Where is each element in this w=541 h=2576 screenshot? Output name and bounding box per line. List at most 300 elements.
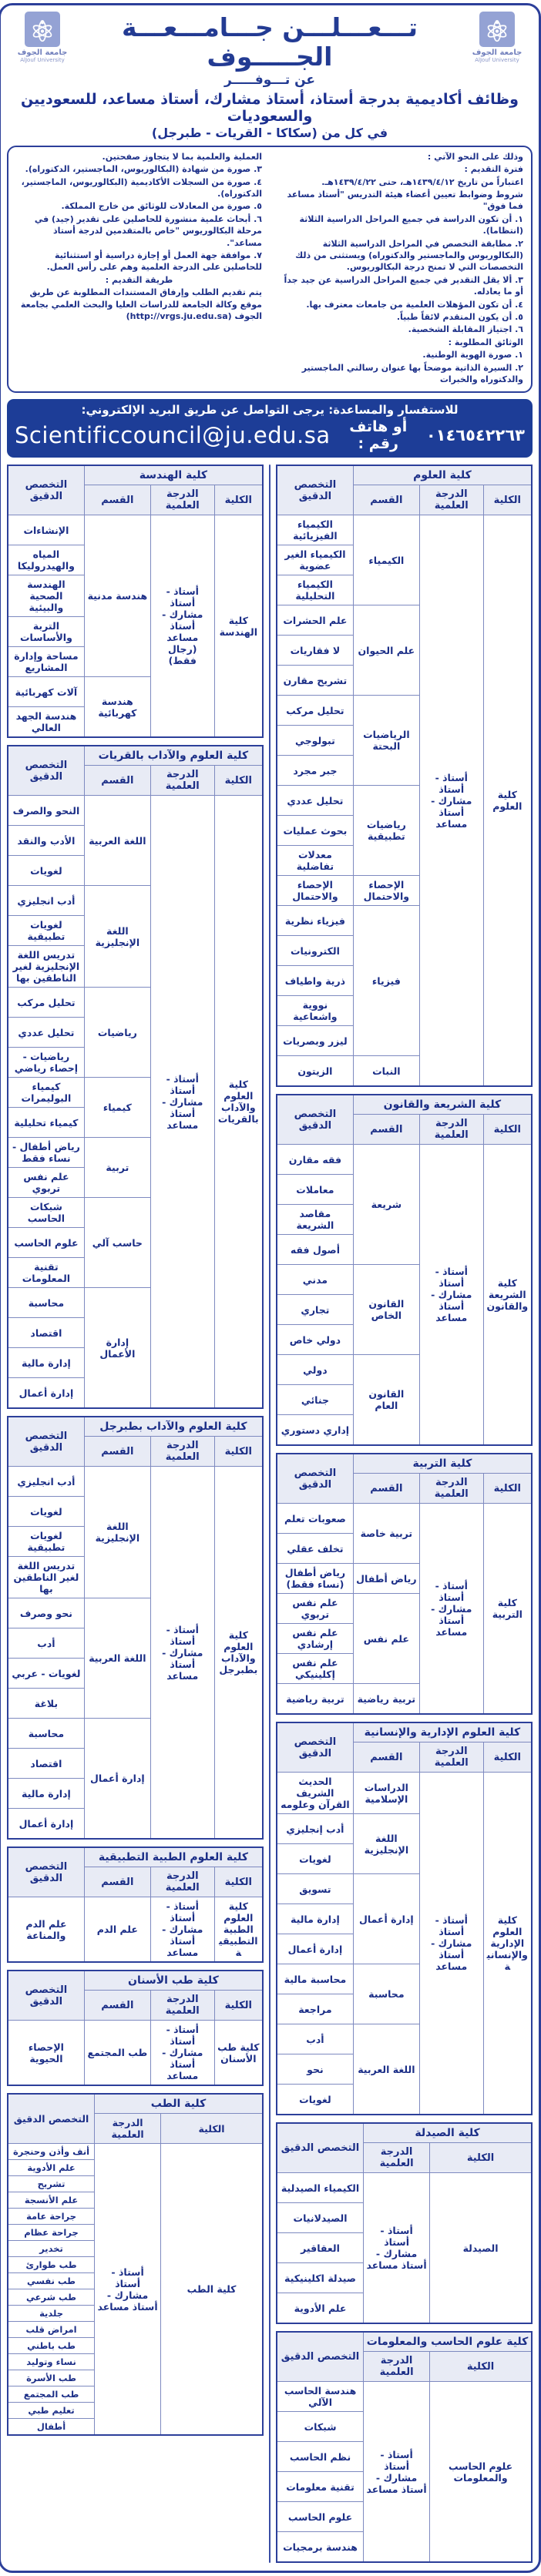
degree-cell: أستاذ - أستاذ مشارك - أستاذ مساعد [95, 2144, 161, 2436]
column-header-spec: التخصص الدقيق [277, 1722, 353, 1773]
table-title: كلية طب الأسنان [84, 1971, 263, 1991]
spec-cell: شبكات [277, 2412, 364, 2442]
spec-cell: أدب [8, 1628, 84, 1659]
spec-cell: تحليل مركب [8, 988, 84, 1018]
college-cell: كلية التربية [483, 1504, 532, 1715]
spec-cell: التربة والأساسات [8, 617, 84, 647]
college-table-medicine [7, 2093, 264, 2436]
spec-cell: إدارة أعمال [8, 1378, 84, 1409]
logo-name-arabic: جامعة الجوف [472, 49, 523, 57]
condition-line: وذلك على النحو الآتي : [427, 151, 523, 162]
spec-cell: فقه مقارن [277, 1145, 353, 1175]
spec-cell: تحليل عددي [8, 1018, 84, 1048]
spec-cell: لغويات - عربي [8, 1659, 84, 1689]
page-subtitle: عن تـــوفـــــر [223, 72, 316, 88]
spec-cell: الكيمياء التحليلية [277, 575, 353, 605]
column-header-college: الكلية [214, 1991, 263, 2021]
dept-cell: رياضيات [84, 988, 150, 1078]
table-row [8, 1467, 263, 1497]
spec-cell: نحو [277, 2054, 353, 2085]
college-table-dentistry [7, 1970, 264, 2086]
spec-cell: أنف وأذن وحنجرة [8, 2144, 95, 2160]
column-header-degree: الدرجة العلمية [419, 1474, 483, 1504]
column-header-spec: التخصص الدقيق [8, 1971, 84, 2021]
condition-line: ٦. اجتياز المقابلة الشخصية. [408, 324, 523, 335]
column-header-spec: التخصص الدقيق [8, 746, 84, 796]
spec-cell: جلدية [8, 2306, 95, 2322]
column-header-degree: الدرجة العلمية [364, 2143, 430, 2173]
page-title: تـــعـــلـــن جـــامـــعـــة الجـــــوف [122, 12, 418, 72]
college-table-education [276, 1453, 533, 1715]
dept-cell: تربية [84, 1138, 150, 1198]
dept-cell: علم نفس [353, 1594, 419, 1684]
spec-cell: لغويات [8, 1497, 84, 1527]
dept-cell: الرياضيات البحتة [353, 696, 419, 786]
spec-cell: اقتصاد [8, 1318, 84, 1348]
column-header-dept: القسم [353, 1742, 419, 1773]
spec-cell: طب المجتمع [8, 2386, 95, 2403]
spec-cell: تدريس اللغة لغير الناطقين بها [8, 1557, 84, 1598]
college-table-computer [276, 2331, 533, 2563]
dept-cell: اللغة العربية [84, 1598, 150, 1719]
university-logo-left [10, 12, 75, 63]
college-cell: كلية طب الأسنان [214, 2021, 263, 2086]
college-cell: كلية الشريعة والقانون [483, 1145, 532, 1446]
column-header-spec: التخصص الدقيق [8, 1847, 84, 1897]
spec-cell: اقتصاد [8, 1749, 84, 1779]
condition-line: ٤. أن تكون المؤهلات العلمية من جامعات معترف بها. [306, 299, 523, 310]
column-header-dept: القسم [84, 1437, 150, 1467]
conditions-right-column [277, 151, 523, 386]
conditions-box [7, 146, 533, 393]
spec-cell: جراحة عظام [8, 2225, 95, 2241]
spec-cell: معاملات [277, 1175, 353, 1205]
spec-cell: علم الأدوية [277, 2293, 364, 2324]
spec-cell: الإنشاءات [8, 515, 84, 545]
dept-cell: طب المجتمع [84, 2021, 150, 2086]
university-logo-right [465, 12, 529, 63]
column-header-degree: الدرجة العلمية [150, 766, 214, 796]
contact-details [15, 418, 525, 452]
spec-cell: تحليل عددي [277, 786, 353, 816]
column-header-spec: التخصص الدقيق [8, 1417, 84, 1467]
column-header-degree: الدرجة العلمية [150, 1991, 214, 2021]
dept-cell: إدارة أعمال [84, 1719, 150, 1840]
spec-cell: نظم الحاسب [277, 2442, 364, 2472]
atom-logo-icon [29, 16, 55, 42]
condition-line: ٥. أن يكون المتقدم لائقاً طبياً. [396, 311, 523, 322]
title-block [75, 12, 465, 88]
dept-cell: فيزياء [353, 906, 419, 1056]
column-header-dept: القسم [353, 485, 419, 515]
spec-cell: محاسبة [8, 1288, 84, 1318]
column-header-degree: الدرجة العلمية [419, 1115, 483, 1145]
spec-cell: علم نفس إكلينيكي [277, 1654, 353, 1684]
spec-cell: إدارة مالية [8, 1779, 84, 1809]
spec-cell: مدني [277, 1265, 353, 1295]
table-row [277, 1504, 532, 1534]
dept-cell: إدارة أعمال [353, 1874, 419, 1964]
spec-cell: الأدب والنقد [8, 826, 84, 856]
condition-line: ٣. ألا يقل التقدير في جميع المراحل الدراسية عن جيد جداً أو ما يعادله. [284, 274, 523, 297]
column-header-degree: الدرجة العلمية [95, 2114, 161, 2144]
contact-phone-number: ٠١٤٦٥٤٢٢٦٣ [425, 426, 525, 445]
spec-cell: نووية واشعاعية [277, 996, 353, 1026]
college-table-sharia-law [276, 1094, 533, 1446]
spec-cell: الإحصاء والاحتمال [277, 876, 353, 906]
table-title: كلية العلوم [353, 465, 532, 485]
column-header-dept: القسم [84, 1991, 150, 2021]
college-cell: علوم الحاسب والمعلومات [430, 2382, 532, 2563]
spec-cell: أدب انجليزي [8, 886, 84, 916]
spec-cell: الصيدلانيات [277, 2203, 364, 2233]
condition-line: شروط وضوابط تعيين أعضاء هيئة التدريس "أستاذ مساعد فما فوق" [287, 190, 523, 212]
column-header-college: الكلية [214, 1867, 263, 1897]
spec-cell: بلاغة [8, 1689, 84, 1719]
spec-cell: دولي خاص [277, 1325, 353, 1355]
spec-cell: الكيمياء الصيدلية [277, 2173, 364, 2203]
column-header-college: الكلية [430, 2352, 532, 2382]
condition-line: ٣. صورة من شهادة (البكالوريوس، الماجستير، الدكتوراه). [25, 164, 262, 175]
degree-cell: أستاذ - أستاذ مشارك - أستاذ مساعد [419, 1145, 483, 1446]
spec-cell: الكترونيات [277, 936, 353, 966]
spec-cell: رياض أطفال - نساء فقط [8, 1138, 84, 1168]
spec-cell: إداري دستوري [277, 1415, 353, 1446]
degree-cell: أستاذ - أستاذ مشارك - أستاذ مساعد [419, 1773, 483, 2115]
spec-cell: امراض قلب [8, 2322, 95, 2338]
condition-line: ٢. السيرة الذاتية موضحاً بها عنوان رسالتي الماجستير والدكتوراه والخبرات [301, 362, 523, 384]
locations-line: في كل من (سكاكا - القريات - طبرجل) [151, 125, 388, 140]
degree-cell: أستاذ - أستاذ مشارك - أستاذ مساعد [419, 1504, 483, 1715]
spec-cell: إدارة أعمال [277, 1934, 353, 1964]
table-title: كلية الشريعة والقانون [353, 1095, 532, 1115]
contact-phone-label: أو هاتف رقم : [349, 418, 408, 453]
vacancies-headline: وظائف أكاديمية بدرجة أستاذ، أستاذ مشارك، أستاذ مساعد، للسعوديين والسعوديات [21, 90, 519, 125]
column-header-spec: التخصص الدقيق [277, 2332, 364, 2382]
table-title: كلية العلوم الإدارية والإنسانية [353, 1722, 532, 1742]
spec-cell: علم الدم والمناعة [8, 1897, 84, 1963]
spec-cell: علوم الحاسب [8, 1228, 84, 1258]
table-title: كلية الهندسة [84, 465, 263, 485]
column-header-spec: التخصص الدقيق [8, 2094, 95, 2144]
spec-cell: ذرية واطياف [277, 966, 353, 996]
spec-cell: تشريح مقارن [277, 666, 353, 696]
spec-cell: كيمياء تحليلية [8, 1108, 84, 1138]
spec-cell: النحو والصرف [8, 796, 84, 826]
table-title: كلية العلوم الطبية التطبيقية [84, 1847, 263, 1867]
spec-cell: علم الأدوية [8, 2160, 95, 2176]
college-table-tabarjal [7, 1416, 264, 1840]
spec-cell: تخلف عقلي [277, 1534, 353, 1564]
column-header-college: الكلية [214, 766, 263, 796]
condition-line: الوثائق المطلوبة : [448, 337, 523, 347]
table-row [8, 2144, 263, 2160]
spec-cell: بحوث عمليات [277, 816, 353, 846]
spec-cell: هندسة الجهد العالي [8, 707, 84, 738]
spec-cell: المياه والهيدروليكا [8, 545, 84, 575]
column-header-degree: الدرجة العلمية [419, 1742, 483, 1773]
spec-cell: تحليل مركب [277, 696, 353, 726]
spec-cell: لا فقاريات [277, 636, 353, 666]
dept-cell: تربية خاصة [353, 1504, 419, 1564]
condition-line: ١. صورة الهوية الوطنية. [422, 350, 523, 361]
spec-cell: الكيمياء الغير عضوية [277, 545, 353, 575]
degree-cell: أستاذ - أستاذ مشارك - أستاذ مساعد [150, 1897, 214, 1963]
contact-instruction: للاستفسار والمساعدة: يرجى التواصل عن طريق البريد الإلكتروني: [81, 403, 459, 418]
atom-logo-icon [484, 16, 510, 42]
logo-box [25, 12, 60, 47]
condition-line: العملية والعلمية بما لا يتجاوز صفحتين. [102, 151, 262, 162]
spec-cell: الكيمياء الفيزيائية [277, 515, 353, 545]
conditions-left-column [16, 151, 262, 386]
condition-line: يتم تقديم الطلب وإرفاق المستندات المطلوبة عن طريق موقع وكالة الجامعة للدراسات العليا والبحث العلمي بجامعة الجوف (http://vrgs.ju.edu.sa) [20, 287, 262, 321]
table-row [8, 515, 263, 545]
spec-cell: أصول فقه [277, 1235, 353, 1265]
spec-cell: الإحصاء الحيوية [8, 2021, 84, 2086]
spec-cell: مساحة وإدارة المشاريع [8, 647, 84, 677]
condition-line: طريقة التقديم : [105, 274, 173, 285]
column-header-college: الكلية [483, 485, 532, 515]
condition-line: ٦. أبحاث علمية منشورة للحاصلين على تقدير (جيد) في مرحلة البكالوريوس "خاص بالمتقدمين لدرجة أستاذ مساعد". [34, 213, 262, 248]
logo-box [479, 12, 515, 47]
dept-cell: شريعة [353, 1145, 419, 1265]
column-header-college: الكلية [483, 1115, 532, 1145]
dept-cell: القانون الخاص [353, 1265, 419, 1355]
college-cell: الصيدلة [430, 2173, 532, 2324]
spec-cell: طب نفسي [8, 2273, 95, 2289]
spec-cell: طب طوارئ [8, 2257, 95, 2273]
column-header-spec: التخصص الدقيق [277, 1095, 353, 1145]
spec-cell: علم نفس إرشادي [277, 1624, 353, 1654]
column-header-dept: القسم [353, 1115, 419, 1145]
spec-cell: علم الحشرات [277, 605, 353, 636]
spec-cell: صيدلة اكلينيكية [277, 2263, 364, 2293]
spec-cell: هندسة الحاسب الآلي [277, 2382, 364, 2412]
dept-cell: تربية رياضية [353, 1684, 419, 1715]
spec-cell: تبولوجي [277, 726, 353, 756]
spec-cell: لغويات [277, 1844, 353, 1874]
column-header-college: الكلية [430, 2143, 532, 2173]
table-row [8, 1897, 263, 1963]
college-cell: كلية العلوم والآداب بطبرجل [214, 1467, 263, 1840]
spec-cell: تجاري [277, 1295, 353, 1325]
spec-cell: أدب انجليزي [8, 1467, 84, 1497]
college-cell: كلية العلوم الإدارية والإنسانية [483, 1773, 532, 2115]
spec-cell: أدب إنجليزي [277, 1814, 353, 1844]
spec-cell: جبر مجرد [277, 756, 353, 786]
spec-cell: هندسة برمجيات [277, 2532, 364, 2563]
table-row [277, 2173, 532, 2203]
dept-cell: اللغة العربية [84, 796, 150, 886]
spec-cell: إدارة مالية [8, 1348, 84, 1378]
spec-cell: رياضيات - إحصاء رياضي [8, 1048, 84, 1078]
dept-cell: الدراسات الإسلامية [353, 1773, 419, 1814]
column-header-degree: الدرجة العلمية [150, 1437, 214, 1467]
condition-line: ٧. موافقة جهة العمل أو إجازة دراسية أو استثنائية للحاصلين على الدرجة العلمية وهم على رأس العمل. [46, 250, 262, 273]
condition-line: ٥. صورة من المعادلات للوثائق من خارج المملكة. [61, 201, 262, 212]
contact-email[interactable]: Scientificcouncil@ju.edu.sa [15, 422, 331, 449]
dept-cell: هندسة مدنية [84, 515, 150, 677]
dept-cell: هندسة كهربائية [84, 677, 150, 738]
spec-cell: محاسبة مالية [277, 1964, 353, 1994]
spec-cell: جنائي [277, 1385, 353, 1415]
logo-name-arabic: جامعة الجوف [17, 49, 68, 57]
column-header-dept: القسم [353, 1474, 419, 1504]
spec-cell: علوم الحاسب [277, 2502, 364, 2532]
condition-line: ٤. صورة من السجلات الأكاديمية (البكالوريوس، الماجستير، الدكتوراه). [21, 176, 262, 200]
spec-cell: آلات كهربائية [8, 677, 84, 707]
advertisement [0, 3, 541, 2573]
dept-cell: اللغة الإنجليزية [353, 1814, 419, 1874]
table-row [277, 515, 532, 545]
spec-cell: رياض أطفال (نساء فقط) [277, 1564, 353, 1594]
degree-cell: أستاذ - أستاذ مشارك - أستاذ مساعد [364, 2173, 430, 2324]
spec-cell: أدب [277, 2024, 353, 2054]
spec-cell: تربية رياضية [277, 1684, 353, 1715]
dept-cell: القانون العام [353, 1355, 419, 1446]
column-header-degree: الدرجة العلمية [150, 485, 214, 515]
spec-cell: فيزياء نظرية [277, 906, 353, 936]
degree-cell: أستاذ - أستاذ مشارك - أستاذ مساعد [150, 2021, 214, 2086]
spec-cell: أطفال [8, 2419, 95, 2436]
spec-cell: نساء وتوليد [8, 2354, 95, 2370]
spec-cell: تقنية المعلومات [8, 1258, 84, 1288]
spec-cell: تقنية معلومات [277, 2472, 364, 2502]
dept-cell: محاسبة [353, 1964, 419, 2024]
college-cell: كلية الهندسة [214, 515, 263, 738]
college-table-pharmacy [276, 2122, 533, 2324]
spec-cell: العقاقير [277, 2233, 364, 2263]
spec-cell: طب الأسرة [8, 2370, 95, 2386]
table-title: كلية العلوم والآداب بالقريات [84, 746, 263, 766]
college-cell: كلية الطب [161, 2144, 263, 2436]
spec-cell: مقاصد الشريعة [277, 1205, 353, 1235]
spec-cell: لغويات تطبيقية [8, 1527, 84, 1557]
condition-line: ٢. مطابقة التخصص في المراحل الدراسية الثلاثة (البكالوريوس والماجستير والدكتوراه) ويستثنى من ذلك التخصصات التي لا تمنح درجة البكالوريوس. [295, 238, 523, 273]
column-header-spec: التخصص الدقيق [8, 465, 84, 515]
table-title: كلية علوم الحاسب والمعلومات [364, 2332, 532, 2352]
college-table-science [276, 465, 533, 1087]
column-header-college: الكلية [483, 1474, 532, 1504]
college-table-engineering [7, 465, 264, 738]
column-header-dept: القسم [84, 1867, 150, 1897]
college-table-applied-medical [7, 1846, 264, 1963]
spec-cell: طب باطني [8, 2338, 95, 2354]
tables-column-right [276, 465, 533, 2563]
college-cell: كلية العلوم [483, 515, 532, 1087]
table-title: كلية الطب [95, 2094, 263, 2114]
spec-cell: علم الأنسجة [8, 2192, 95, 2209]
dept-cell: رياضيات تطبيقية [353, 786, 419, 876]
spec-cell: إدارة أعمال [8, 1809, 84, 1840]
college-table-qurayyat [7, 745, 264, 1409]
condition-line: ١. أن تكون الدراسة في جميع المراحل الدراسية الثلاثة (انتظاما). [299, 213, 523, 236]
column-header-college: الكلية [214, 1437, 263, 1467]
college-table-admin-human [276, 1722, 533, 2115]
table-row [277, 2382, 532, 2412]
degree-cell: أستاذ - أستاذ مشارك - أستاذ مساعد [364, 2382, 430, 2563]
spec-cell: لغويات [277, 2085, 353, 2115]
column-header-college: الكلية [161, 2114, 263, 2144]
spec-cell: صعوبات تعلم [277, 1504, 353, 1534]
table-title: كلية التربية [353, 1454, 532, 1474]
spec-cell: مراجعة [277, 1994, 353, 2024]
condition-line: فترة التقديم : [464, 164, 523, 175]
dept-cell: الإحصاء والاحتمال [353, 876, 419, 906]
dept-cell: اللغة الإنجليزية [84, 886, 150, 988]
spec-cell: كيمياء البوليمرات [8, 1078, 84, 1108]
degree-cell: أستاذ - أستاذ مشارك - أستاذ مساعد [150, 1467, 214, 1840]
table-row [277, 1145, 532, 1175]
column-header-dept: القسم [84, 766, 150, 796]
spec-cell: تخدير [8, 2241, 95, 2257]
table-row [277, 1773, 532, 1814]
dept-cell: رياض أطفال [353, 1564, 419, 1594]
logo-name-english: AlJouf University [20, 57, 65, 63]
college-cell: كلية العلوم الطبية التطبيقية [214, 1897, 263, 1963]
spec-cell: تشريح [8, 2176, 95, 2192]
masthead [7, 10, 533, 88]
spec-cell: الحديث الشريف القرآن وعلومه [277, 1773, 353, 1814]
contact-banner [7, 399, 533, 458]
spec-cell: لغويات تطبيقية [8, 916, 84, 946]
column-header-spec: التخصص الدقيق [277, 2123, 364, 2173]
spec-cell: إدارة مالية [277, 1904, 353, 1934]
column-header-spec: التخصص الدقيق [277, 1454, 353, 1504]
dept-cell: اللغة العربية [353, 2024, 419, 2115]
logo-name-english: AlJouf University [475, 57, 519, 63]
dept-cell: كيمياء [84, 1078, 150, 1138]
spec-cell: الهندسة الصحية والبيئية [8, 575, 84, 617]
degree-cell: أستاذ - أستاذ مشارك - أستاذ مساعد [419, 515, 483, 1087]
degree-cell: أستاذ - أستاذ مشارك - أستاذ مساعد (رجال فقط) [150, 515, 214, 738]
dept-cell: النبات [353, 1056, 419, 1087]
spec-cell: تدريس اللغة الإنجليزية لغير الناطقين بها [8, 946, 84, 988]
college-tables-area [7, 465, 533, 2563]
column-divider [269, 465, 270, 2563]
dept-cell: علم الدم [84, 1897, 150, 1963]
spec-cell: ليزر وبصريات [277, 1026, 353, 1056]
spec-cell: محاسبة [8, 1719, 84, 1749]
spec-cell: طب شرعي [8, 2289, 95, 2306]
table-row [8, 2021, 263, 2086]
spec-cell: لغويات [8, 856, 84, 886]
column-header-degree: الدرجة العلمية [419, 485, 483, 515]
column-header-spec: التخصص الدقيق [277, 465, 353, 515]
dept-cell: حاسب آلي [84, 1198, 150, 1288]
spec-cell: جراحة عامة [8, 2209, 95, 2225]
dept-cell: الكيمياء [353, 515, 419, 605]
tables-column-left [7, 465, 264, 2436]
column-header-degree: الدرجة العلمية [364, 2352, 430, 2382]
column-header-college: الكلية [483, 1742, 532, 1773]
spec-cell: تسويق [277, 1874, 353, 1904]
spec-cell: معدلات تفاضلية [277, 846, 353, 876]
column-header-dept: القسم [84, 485, 150, 515]
column-header-college: الكلية [214, 485, 263, 515]
spec-cell: الزيتون [277, 1056, 353, 1087]
table-title: كلية الصيدلة [364, 2123, 532, 2143]
spec-cell: علم نفس تربوي [8, 1168, 84, 1198]
spec-cell: دولي [277, 1355, 353, 1385]
dept-cell: اللغة الإنجليزية [84, 1467, 150, 1598]
degree-cell: أستاذ - أستاذ مشارك - أستاذ مساعد [150, 796, 214, 1409]
table-row [8, 796, 263, 826]
spec-cell: نحو وصرف [8, 1598, 84, 1628]
dept-cell: علم الحيوان [353, 605, 419, 696]
dept-cell: إدارة الأعمال [84, 1288, 150, 1409]
spec-cell: تعليم طبي [8, 2403, 95, 2419]
